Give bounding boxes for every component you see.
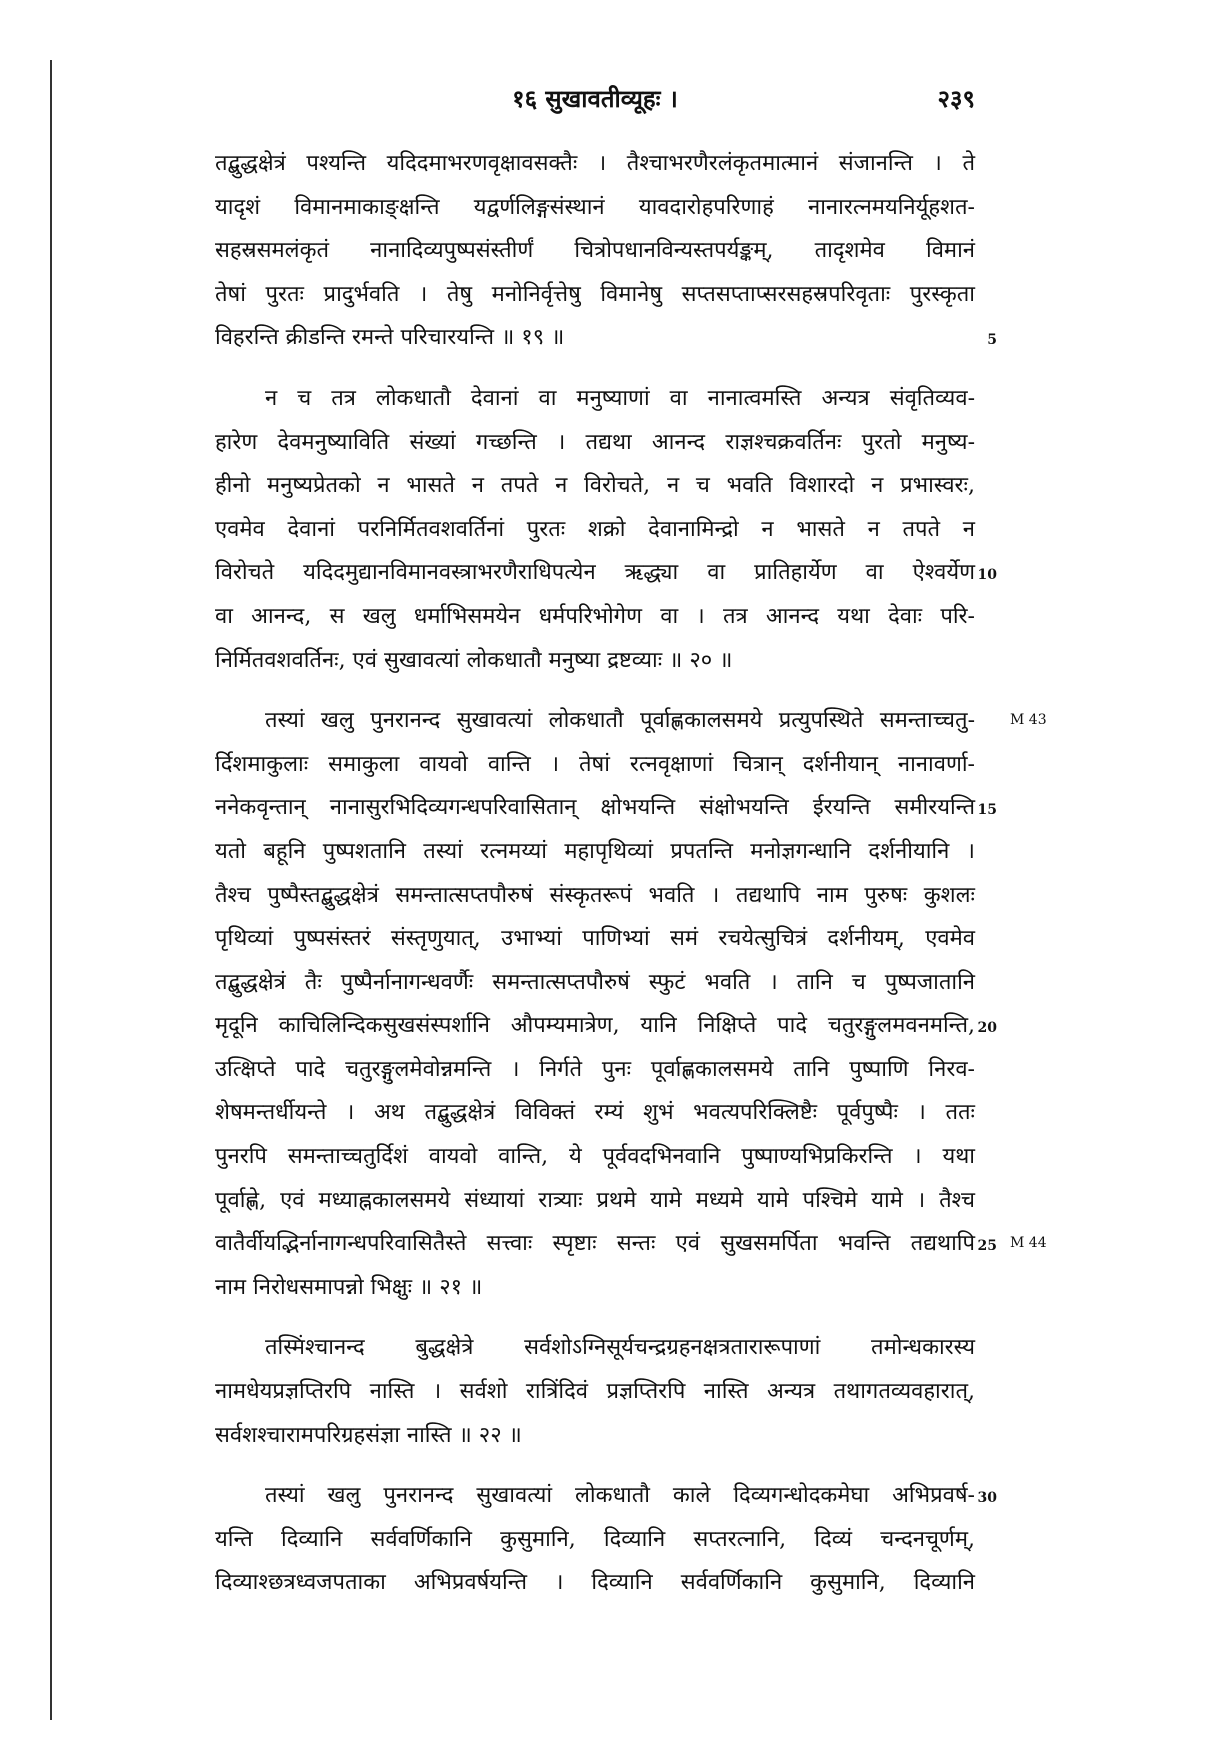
line-text: सहस्रसमलंकृतं नानादिव्यपुष्पसंस्तीर्णं चित्रोपधानविन्यस्तपर्यङ्कम्, तादृशमेव विमानं	[215, 238, 975, 264]
text-line	[215, 1135, 975, 1179]
text-line	[215, 1266, 975, 1310]
text-line	[215, 1370, 975, 1414]
text-line	[215, 1474, 997, 1518]
text-line	[215, 830, 975, 874]
line-text: विरोचते यदिदमुद्यानविमानवस्त्राभरणैराधिपत्येन ऋद्ध्या वा प्रातिहार्येण वा ऐश्वर्येण	[215, 560, 975, 586]
text-line	[215, 551, 997, 595]
text-line	[215, 1004, 997, 1048]
line-text: तस्यां खलु पुनरानन्द सुखावत्यां लोकधातौ काले दिव्यगन्धोदकमेघा अभिप्रवर्ष-	[265, 1483, 975, 1509]
text-line	[215, 377, 975, 421]
margin-reference: M 44	[1010, 1235, 1047, 1252]
text-line	[215, 1091, 975, 1135]
page-number: २३९	[937, 84, 975, 113]
text-line	[215, 229, 975, 273]
line-text: हीनो मनुष्यप्रेतको न भासते न तपते न विरोचते, न च भवति विशारदो न प्रभास्वरः,	[215, 473, 975, 499]
line-text: मृदूनि काचिलिन्दिकसुखसंस्पर्शानि औपम्यमात्रेण, यानि निक्षिप्ते पादे चतुरङ्गुलमवनमन्ति,	[215, 1013, 975, 1039]
line-text: एवमेव देवानां परनिर्मितवशवर्तिनां पुरतः शक्रो देवानामिन्द्रो न भासते न तपते न	[215, 516, 975, 542]
line-text: शेषमन्तर्धीयन्ते । अथ तद्बुद्धक्षेत्रं विविक्तं रम्यं शुभं भवत्यपरिक्लिष्टैः पूर्वपुष्पैः । ततः	[215, 1100, 975, 1126]
line-text: पूर्वाह्णे, एवं मध्याह्नकालसमये संध्यायां रात्र्याः प्रथमे यामे मध्यमे यामे पश्चिमे यामे । तैश्च	[215, 1187, 975, 1213]
line-text: नाम निरोधसमापन्नो भिक्षुः ॥ २१ ॥	[215, 1274, 483, 1300]
line-text: उत्क्षिप्ते पादे चतुरङ्गुलमेवोन्नमन्ति । निर्गते पुनः पूर्वाह्णकालसमये तानि पुष्पाणि निरव-	[215, 1056, 975, 1082]
text-line	[215, 464, 975, 508]
line-text: पृथिव्यां पुष्पसंस्तरं संस्तृणुयात्, उभाभ्यां पाणिभ्यां समं रचयेत्सुचित्रं दर्शनीयम्, एवमेव	[215, 926, 975, 952]
line-text: न च तत्र लोकधातौ देवानां वा मनुष्याणां वा नानात्वमस्ति अन्यत्र संवृतिव्यव-	[265, 385, 975, 411]
margin-reference: M 43	[1010, 712, 1047, 729]
line-text: तस्मिंश्चानन्द बुद्धक्षेत्रे सर्वशोऽग्निसूर्यचन्द्रग्रहनक्षत्रतारारूपाणां तमोन्धकारस्य	[265, 1335, 975, 1361]
text-line	[215, 639, 975, 683]
line-text: यन्ति दिव्यानि सर्ववर्णिकानि कुसुमानि, दिव्यानि सप्तरत्नानि, दिव्यं चन्दनचूर्णम्,	[215, 1526, 975, 1552]
line-number: 20	[977, 1020, 997, 1037]
text-line	[215, 186, 975, 230]
text-line	[215, 874, 975, 918]
line-text: ननेकवृन्तान् नानासुरभिदिव्यगन्धपरिवासितान् क्षोभयन्ति संक्षोभयन्ति ईरयन्ति समीरयन्ति	[215, 795, 975, 821]
running-title: १६ सुखावतीव्यूहः ।	[512, 84, 678, 113]
line-text: दिव्याश्छत्रध्वजपताका अभिप्रवर्षयन्ति । दिव्यानि सर्ववर्णिकानि कुसुमानि, दिव्यानि	[215, 1570, 975, 1596]
line-text: तैश्च पुष्पैस्तद्बुद्धक्षेत्रं समन्तात्सप्तपौरुषं संस्कृतरूपं भवति । तद्यथापि नाम पुरुषः कुशलः	[215, 882, 975, 908]
paragraph	[215, 699, 1047, 1309]
line-number: 5	[987, 332, 997, 349]
text-line	[215, 917, 975, 961]
line-number: 15	[977, 802, 997, 819]
line-text: वातैर्वीयद्भिर्नानागन्धपरिवासितैस्ते सत्त्वाः स्पृष्टाः सन्तः एवं सुखसमर्पिता भवन्ति तद्यथापि	[215, 1231, 975, 1257]
paragraph	[215, 1474, 997, 1605]
text-line	[215, 1326, 975, 1370]
line-text: विहरन्ति क्रीडन्ति रमन्ते परिचारयन्ति ॥ १९ ॥	[215, 325, 565, 351]
paragraph	[215, 377, 997, 682]
line-text: नामधेयप्रज्ञप्तिरपि नास्ति । सर्वशो रात्रिंदिवं प्रज्ञप्तिरपि नास्ति अन्यत्र तथागतव्यवहारात्,	[215, 1379, 975, 1405]
line-number: 10	[977, 567, 997, 584]
text-line	[215, 1414, 975, 1458]
line-number: 30	[977, 1490, 997, 1507]
running-header	[215, 82, 975, 122]
text-line	[215, 508, 975, 552]
text-line	[215, 1518, 975, 1562]
text-line	[215, 1179, 975, 1223]
text-line	[215, 273, 975, 317]
line-text: यतो बहूनि पुष्पशतानि तस्यां रत्नमय्यां महापृथिव्यां प्रपतन्ति मनोज्ञगन्धानि दर्शनीयानि ।	[215, 838, 975, 864]
line-text: पुनरपि समन्ताच्चतुर्दिशं वायवो वान्ति, ये पूर्ववदभिनवानि पुष्पाण्यभिप्रकिरन्ति । यथा	[215, 1144, 975, 1170]
page-body	[215, 142, 1047, 1622]
text-line	[215, 786, 997, 830]
paragraph	[215, 1326, 975, 1457]
text-line	[215, 699, 1047, 743]
text-line	[215, 421, 975, 465]
line-text: तद्बुद्धक्षेत्रं पश्यन्ति यदिदमाभरणवृक्षावसक्तैः । तैश्चाभरणैरलंकृतमात्मानं संजानन्ति । ते	[215, 151, 975, 176]
text-line	[215, 595, 975, 639]
text-line	[215, 316, 997, 360]
line-text: यादृशं विमानमाकाङ्क्षन्ति यद्वर्णलिङ्गसंस्थानं यावदारोहपरिणाहं नानारत्नमयनिर्यूहशत-	[215, 194, 975, 220]
paragraph	[215, 142, 997, 360]
line-text: तस्यां खलु पुनरानन्द सुखावत्यां लोकधातौ पूर्वाह्णकालसमये प्रत्युपस्थिते समन्ताच्चतु-	[265, 708, 975, 734]
line-text: निर्मितवशवर्तिनः, एवं सुखावत्यां लोकधातौ मनुष्या द्रष्टव्याः ॥ २० ॥	[215, 647, 733, 673]
line-text: र्दिशमाकुलाः समाकुला वायवो वान्ति । तेषां रत्नवृक्षाणां चित्रान् दर्शनीयान् नानावर्णा-	[215, 751, 975, 777]
page-edge-line	[50, 60, 52, 1720]
line-text: तेषां पुरतः प्रादुर्भवति । तेषु मनोनिर्वृत्तेषु विमानेषु सप्तसप्ताप्सरसहस्रपरिवृताः पुरस्कृता	[215, 281, 975, 307]
text-line	[215, 961, 975, 1005]
text-line	[215, 743, 975, 787]
line-text: तद्बुद्धक्षेत्रं तैः पुष्पैर्नानागन्धवर्णैः समन्तात्सप्तपौरुषं स्फुटं भवति । तानि च पुष्पजातानि	[215, 969, 975, 995]
text-line	[215, 1561, 975, 1605]
line-text: हारेण देवमनुष्याविति संख्यां गच्छन्ति । तद्यथा आनन्द राज्ञश्चक्रवर्तिनः पुरतो मनुष्य-	[215, 429, 975, 455]
text-line	[215, 1048, 975, 1092]
text-line	[215, 1222, 1047, 1266]
line-text: वा आनन्द, स खलु धर्माभिसमयेन धर्मपरिभोगेण वा । तत्र आनन्द यथा देवाः परि-	[215, 603, 975, 629]
line-number: 25	[977, 1238, 997, 1255]
text-line	[215, 142, 975, 186]
line-text: सर्वशश्चारामपरिग्रहसंज्ञा नास्ति ॥ २२ ॥	[215, 1422, 522, 1448]
